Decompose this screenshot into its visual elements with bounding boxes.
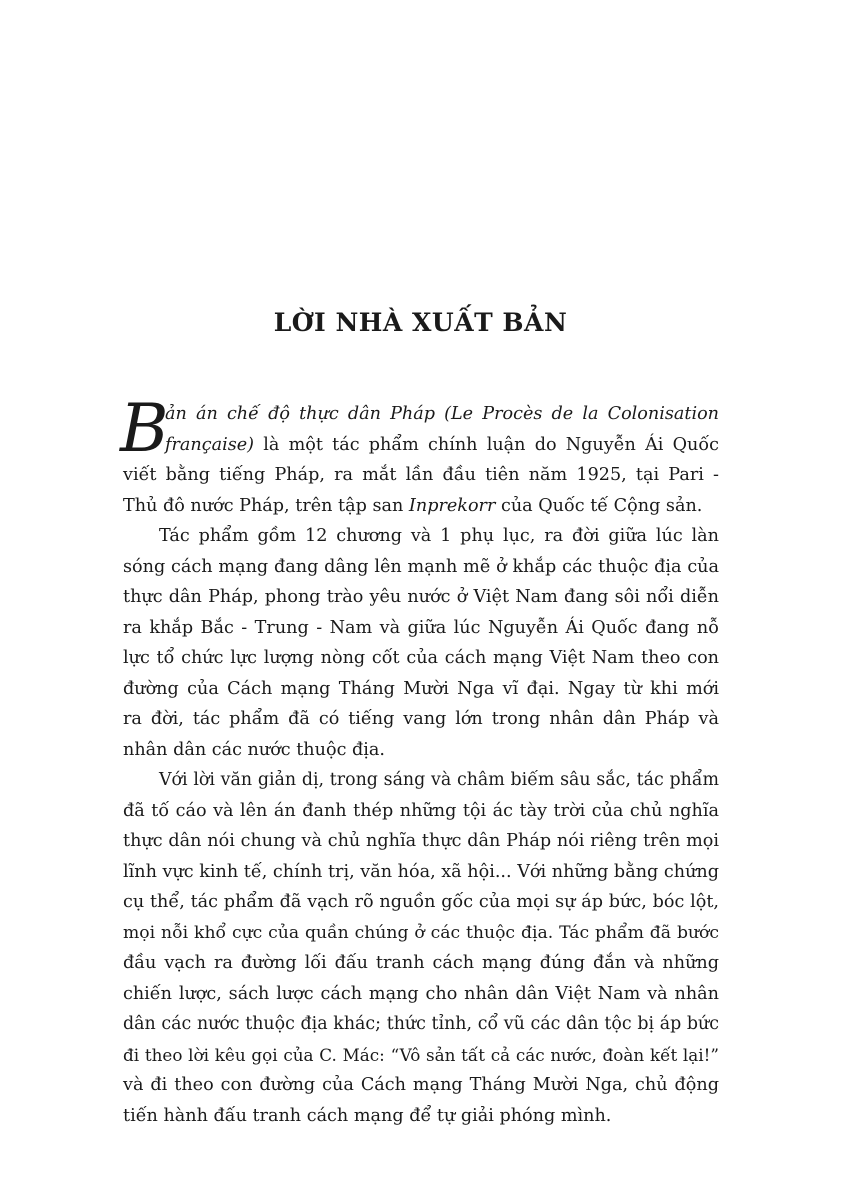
italic-text: Inprekorr xyxy=(408,495,496,516)
text-span: của Quốc tế Cộng sản. xyxy=(495,495,703,516)
text-line: và đi theo con đường của Cách mạng Tháng Mười Nga, chủ động xyxy=(123,1075,719,1095)
italic-text: ản án chế độ thực dân Pháp (Le Procès de la Colonisation xyxy=(165,404,719,424)
text-line: đã tố cáo và lên án đanh thép những tội ác tày trời của chủ nghĩa xyxy=(123,800,719,821)
text-line: Tác phẩm gồm 12 chương và 1 phụ lục, ra đời giữa lúc làn xyxy=(159,526,719,546)
text-line: lực tổ chức lực lượng nòng cốt của cách mạng Việt Nam theo con xyxy=(123,648,719,668)
text-line: ra khắp Bắc - Trung - Nam và giữa lúc Nguyễn Ái Quốc đang nỗ xyxy=(123,617,719,638)
text-line: đi theo lời kêu gọi của C. Mác: “Vô sản tất cả các nước, đoàn kết lại!” xyxy=(123,1044,719,1065)
text-line: dân các nước thuộc địa khác; thức tỉnh, cổ vũ các dân tộc bị áp bức xyxy=(123,1014,719,1034)
paragraph-3 xyxy=(123,765,719,1131)
italic-text: française) xyxy=(165,434,255,455)
text-span: Thủ đô nước Pháp, trên tập san xyxy=(123,495,409,516)
page-title: LỜI NHÀ XUẤT BẢN xyxy=(273,308,568,337)
text-line: tiến hành đấu tranh cách mạng để tự giải phóng mình. xyxy=(123,1105,612,1126)
text-line: đầu vạch ra đường lối đấu tranh cách mạng đúng đắn và những xyxy=(123,953,719,973)
text-line: mọi nỗi khổ cực của quần chúng ở các thuộc địa. Tác phẩm đã bước xyxy=(123,922,719,943)
text-line: thực dân Pháp, phong trào yêu nước ở Việt Nam đang sôi nổi diễn xyxy=(123,587,719,607)
paragraph-2 xyxy=(123,521,719,765)
text-line: sóng cách mạng đang dâng lên mạnh mẽ ở khắp các thuộc địa của xyxy=(123,556,719,577)
text-line: thực dân nói chung và chủ nghĩa thực dân Pháp nói riêng trên mọi xyxy=(123,831,719,851)
text-line: Với lời văn giản dị, trong sáng và châm biếm sâu sắc, tác phẩm xyxy=(159,770,719,790)
text-line: đường của Cách mạng Tháng Mười Nga vĩ đại. Ngay từ khi mới xyxy=(123,678,719,699)
text-line xyxy=(123,430,719,461)
text-line: lĩnh vực kinh tế, chính trị, văn hóa, xã hội... Với những bằng chứng xyxy=(123,861,719,882)
text-line: nhân dân các nước thuộc địa. xyxy=(123,739,385,760)
text-line: viết bằng tiếng Pháp, ra mắt lần đầu tiên năm 1925, tại Pari - xyxy=(123,465,719,485)
text-line xyxy=(123,399,719,430)
body-text xyxy=(120,390,719,1131)
text-line: chiến lược, sách lược cách mạng cho nhân dân Việt Nam và nhân xyxy=(123,983,719,1004)
text-line xyxy=(123,491,719,522)
text-line: ra đời, tác phẩm đã có tiếng vang lớn trong nhân dân Pháp và xyxy=(123,709,719,729)
text-span: là một tác phẩm chính luận do Nguyễn Ái Quốc xyxy=(254,434,719,455)
paragraph-1 xyxy=(120,390,719,521)
drop-cap: B xyxy=(120,390,169,467)
text-line: cụ thể, tác phẩm đã vạch rõ nguồn gốc của mọi sự áp bức, bóc lột, xyxy=(123,892,719,912)
